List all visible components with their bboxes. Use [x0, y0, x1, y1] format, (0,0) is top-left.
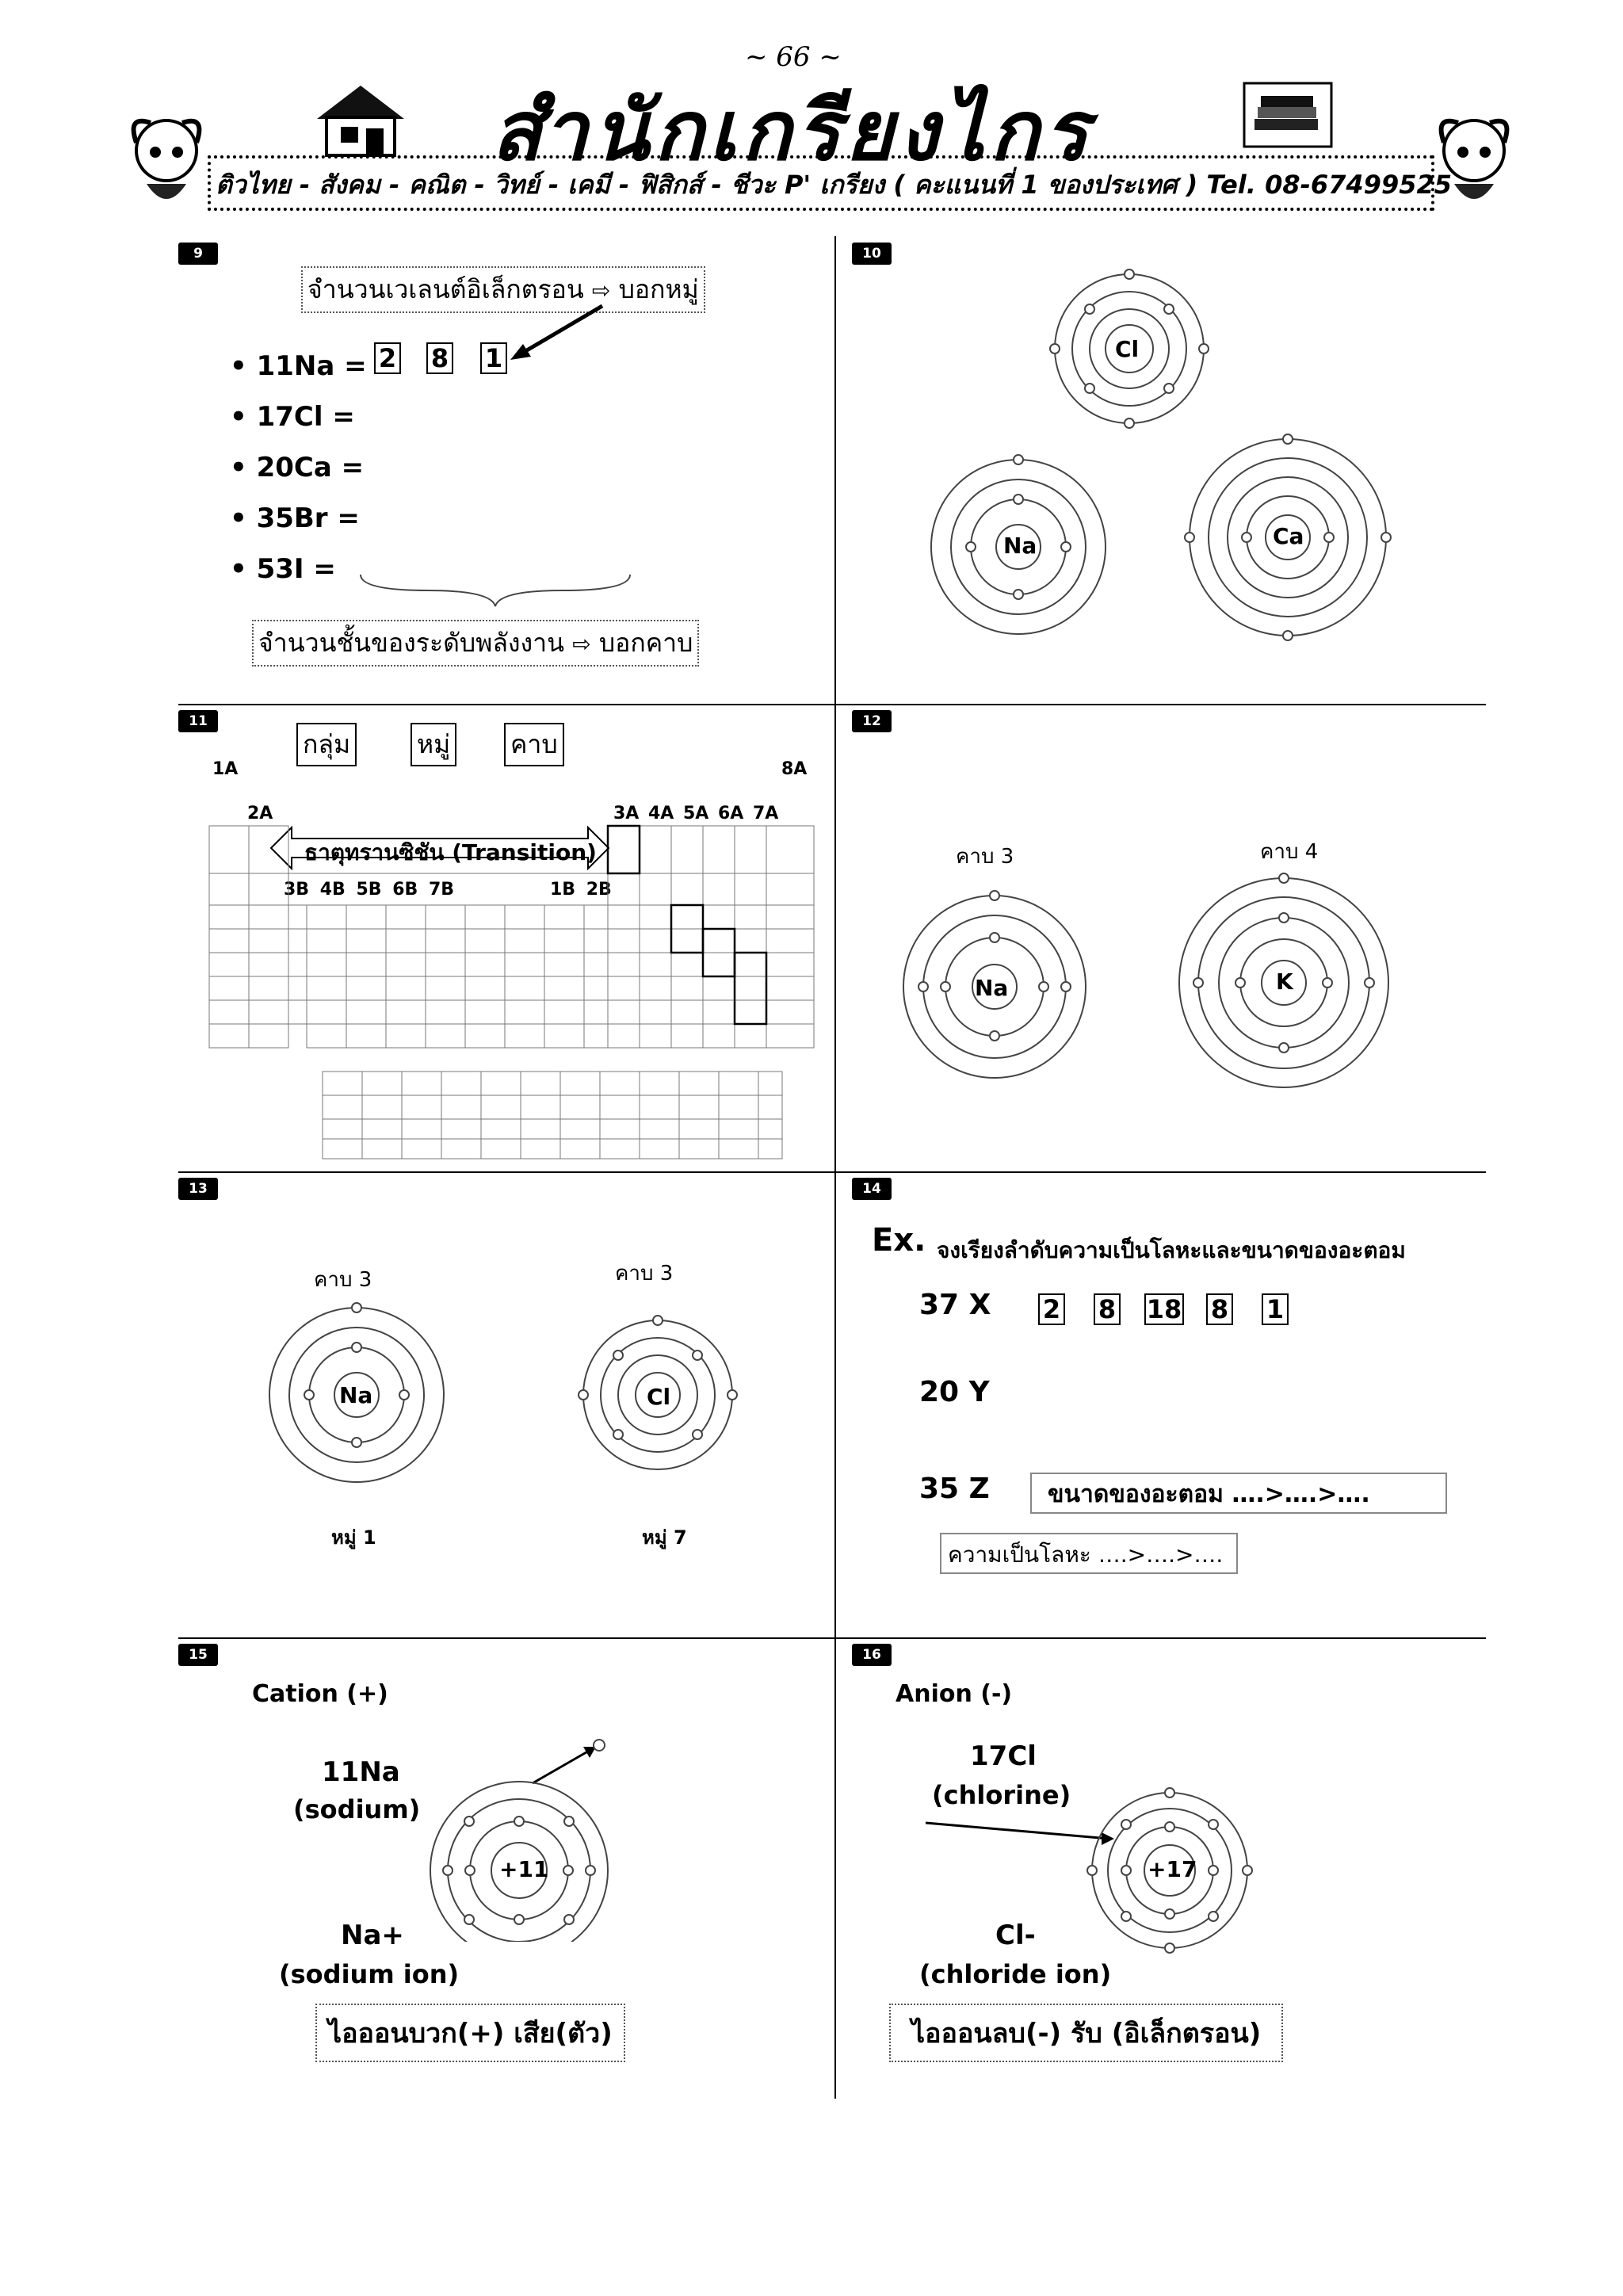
- ion-name: (sodium ion): [279, 1959, 460, 1989]
- section-number: 10: [852, 243, 892, 265]
- valence-meaning: บอกหมู่: [618, 274, 699, 304]
- atom-label-k: K: [1276, 968, 1293, 995]
- example-label: Ex.: [872, 1222, 926, 1259]
- period-label: คาบ 3: [314, 1268, 372, 1292]
- section-number: 16: [852, 1644, 892, 1666]
- section-number: 11: [178, 710, 218, 732]
- ion-symbol: Na+: [341, 1920, 404, 1951]
- ion-symbol: Cl-: [995, 1920, 1036, 1951]
- atom-label-cl: Cl: [1115, 336, 1140, 362]
- size-order-box: ขนาดของอะตอม ….>….>….: [1030, 1473, 1447, 1514]
- nucleus-charge: +11: [499, 1856, 549, 1882]
- config-digit: 2: [374, 342, 401, 374]
- sodium-atom-diagram: [420, 1712, 626, 1942]
- period-label: คาบ 4: [1260, 840, 1319, 864]
- group-label: 3B 4B 5B 6B 7B: [284, 880, 455, 900]
- config-digit: 1: [480, 342, 507, 374]
- atoms-diagram: [840, 254, 1490, 697]
- anion-summary: ไอออนลบ(-) รับ (อิเล็กตรอน): [889, 2004, 1283, 2062]
- periodic-table: [208, 785, 826, 1165]
- config-digit: 2: [1038, 1293, 1065, 1325]
- element-y: 20 Y: [919, 1376, 990, 1408]
- section-number: 15: [178, 1644, 218, 1666]
- element-symbol: 11Na: [322, 1756, 400, 1788]
- element-name: (chlorine): [932, 1780, 1071, 1810]
- group-label: 1A: [212, 759, 239, 779]
- label-box: กลุ่ม: [296, 723, 357, 766]
- element-z: 35 Z: [919, 1473, 990, 1505]
- valence-box: จำนวนเวเลนต์อิเล็กตรอน ⇨ บอกหมู่: [301, 266, 705, 313]
- config-digit: 1: [1262, 1293, 1289, 1325]
- transition-label: ธาตุทรานซิชัน (Transition): [304, 839, 597, 865]
- banner-title: สำนักเกรียงไกร: [491, 82, 1094, 179]
- example-question: จงเรียงลำดับความเป็นโลหะและขนาดของอะตอม: [937, 1237, 1406, 1263]
- chlorine-atom-diagram: [919, 1775, 1284, 1981]
- group-label: 8A: [781, 759, 808, 779]
- period-atoms-diagram: [888, 872, 1426, 1094]
- row-divider-2: [178, 1171, 1486, 1173]
- group-label: หมู่ 1: [331, 1526, 376, 1549]
- shells-box: จำนวนชั้นของระดับพลังงาน ⇨ บอกคาบ: [252, 620, 699, 667]
- atom-label-na: Na: [1003, 533, 1037, 559]
- group-label: หมู่ 7: [642, 1526, 687, 1549]
- list-item: • 20Ca =: [230, 452, 365, 483]
- group-atoms-diagram: [254, 1300, 761, 1490]
- list-item: • 35Br =: [230, 502, 360, 534]
- list-item: • 11Na =: [230, 350, 367, 382]
- electron-config-list: [230, 341, 367, 594]
- metal-order-box: ความเป็นโลหะ ….>….>….: [940, 1533, 1238, 1574]
- nucleus-charge: +17: [1148, 1856, 1197, 1882]
- atom-label-na: Na: [339, 1382, 373, 1408]
- section-number: 9: [178, 243, 218, 265]
- ion-name: (chloride ion): [919, 1959, 1112, 1989]
- brace-icon: [357, 571, 634, 610]
- row-divider-3: [178, 1637, 1486, 1639]
- list-item: • 17Cl =: [230, 401, 355, 433]
- shells-meaning: บอกคาบ: [598, 628, 693, 658]
- row-divider-1: [178, 704, 1486, 705]
- section-number: 12: [852, 710, 892, 732]
- atom-label-ca: Ca: [1273, 523, 1304, 549]
- period-label: คาบ 3: [615, 1262, 674, 1286]
- section-number: 13: [178, 1178, 218, 1200]
- shells-label: จำนวนชั้นของระดับพลังงาน: [258, 628, 565, 658]
- section-number: 14: [852, 1178, 892, 1200]
- config-digit: 8: [1206, 1293, 1233, 1325]
- anion-title: Anion (-): [896, 1680, 1013, 1708]
- atom-label-cl: Cl: [647, 1384, 671, 1410]
- group-label: 2A: [247, 804, 273, 823]
- label-box: คาบ: [504, 723, 564, 766]
- cation-title: Cation (+): [252, 1680, 388, 1708]
- house-icon: [309, 79, 412, 159]
- page-number: ~ 66 ~: [745, 41, 842, 73]
- period-label: คาบ 3: [956, 845, 1014, 869]
- label-box: หมู่: [411, 723, 456, 766]
- element-x: 37 X: [919, 1289, 991, 1321]
- list-item: • 53I =: [230, 553, 336, 585]
- books-icon: [1240, 75, 1335, 155]
- arrow-icon: [507, 301, 610, 365]
- atom-label-na: Na: [975, 975, 1009, 1001]
- config-digit: 8: [426, 342, 453, 374]
- valence-label: จำนวนเวเลนต์อิเล็กตรอน: [307, 274, 584, 304]
- mascot-left-icon: [119, 111, 214, 214]
- banner-subtitle: ติวไทย - สังคม - คณิต - วิทย์ - เคมี - ฟิสิกส์ - ชีวะ P' เกรียง ( คะแนนที่ 1 ของประเทศ ) Tel. 08-67499525: [216, 170, 1452, 200]
- group-label: 1B 2B: [550, 880, 612, 900]
- cation-summary: ไอออนบวก(+) เสีย(ตัว): [315, 2004, 625, 2062]
- config-digit: 18: [1144, 1293, 1184, 1325]
- group-label: 3A 4A 5A 6A 7A: [613, 804, 779, 823]
- element-symbol: 17Cl: [970, 1740, 1037, 1772]
- config-digit: 8: [1094, 1293, 1121, 1325]
- element-name: (sodium): [293, 1794, 421, 1824]
- column-divider: [834, 236, 836, 2099]
